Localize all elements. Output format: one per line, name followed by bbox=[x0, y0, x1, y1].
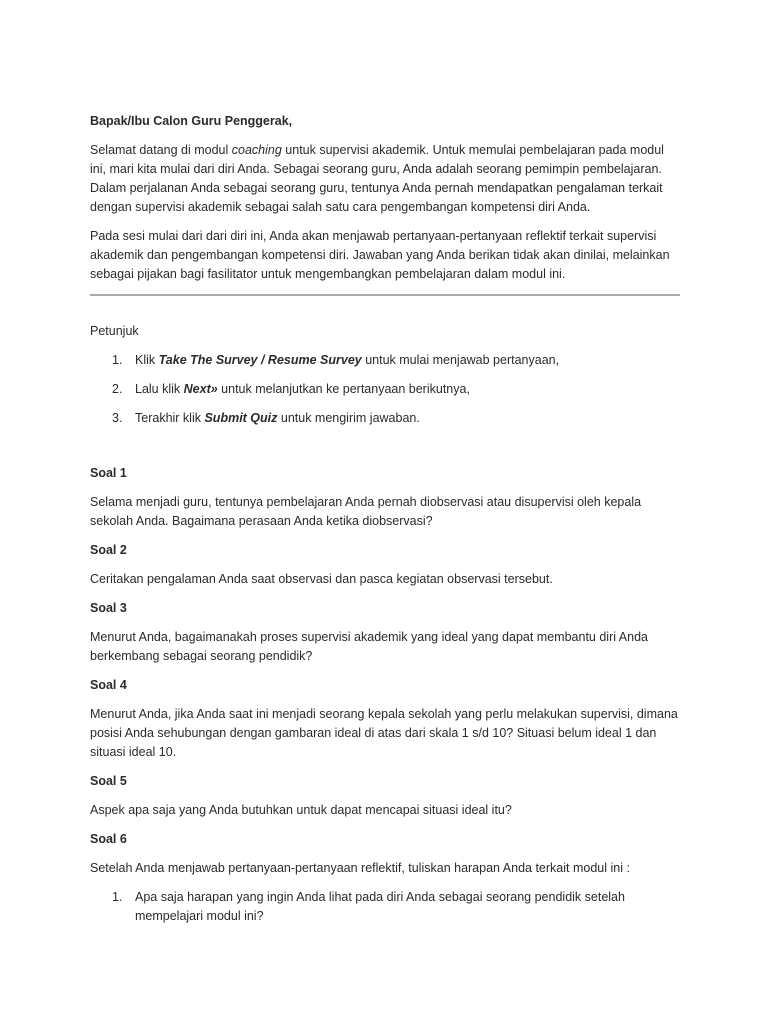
step-action: Submit Quiz bbox=[204, 411, 278, 425]
intro-text-a: Selamat datang di modul bbox=[90, 143, 232, 157]
greeting-heading: Bapak/Ibu Calon Guru Penggerak, bbox=[90, 114, 293, 128]
step-item bbox=[90, 409, 680, 428]
soal-4 bbox=[90, 676, 680, 762]
soal-text: Setelah Anda menjawab pertanyaan-pertanyaan reflektif, tuliskan harapan Anda terkait modul ini : bbox=[90, 861, 630, 875]
soal-text: Menurut Anda, jika Anda saat ini menjadi seorang kepala sekolah yang perlu melakukan supervisi, dimana posisi Anda sehubungan dengan gambaran ideal di atas dari skala 1 s/d 10? Situasi belum ideal 1 dan situasi ideal 10. bbox=[90, 707, 678, 759]
soal-1 bbox=[90, 464, 680, 531]
soal-text: Aspek apa saja yang Anda butuhkan untuk dapat mencapai situasi ideal itu? bbox=[90, 803, 512, 817]
step-number: 1. bbox=[112, 353, 123, 367]
step-action: Next» bbox=[183, 382, 218, 396]
step-action: Take The Survey / Resume Survey bbox=[158, 353, 362, 367]
soal-text: Menurut Anda, bagaimanakah proses supervisi akademik yang ideal yang dapat membantu diri Anda berkembang sebagai seorang pendidik? bbox=[90, 630, 648, 663]
list-item bbox=[90, 888, 680, 926]
intro-paragraph-2: Pada sesi mulai dari dari diri ini, Anda akan menjawab pertanyaan-pertanyaan reflektif terkait supervisi akademik dan pengembangan kompetensi diri. Jawaban yang Anda berikan tidak akan dinilai, melainkan sebagai pijakan bagi fasilitator untuk mengembangkan pembelajaran dalam modul ini. bbox=[90, 229, 670, 281]
document-page bbox=[90, 112, 680, 936]
soal-3 bbox=[90, 599, 680, 666]
step-text-post: untuk mengirim jawaban. bbox=[277, 411, 420, 425]
soal-5 bbox=[90, 772, 680, 820]
intro-paragraph-1 bbox=[90, 141, 680, 217]
intro-italic-term: coaching bbox=[231, 143, 282, 157]
intro-text-b: untuk supervisi akademik. Untuk memulai pembelajaran pada modul ini, mari kita mulai dari diri Anda. Sebagai seorang guru, Anda adalah seorang pemimpin pembelajaran. Dalam perjalanan Anda sebagai seorang guru, tentunya Anda pernah mendapatkan pengalaman terkait dengan supervisi akademik sebagai salah satu cara pengembangan kompetensi diri Anda. bbox=[90, 143, 664, 214]
soal-text: Selama menjadi guru, tentunya pembelajaran Anda pernah diobservasi atau disupervisi oleh kepala sekolah Anda. Bagaimana perasaan Anda ketika diobservasi? bbox=[90, 495, 642, 528]
step-text-pre: Klik bbox=[135, 353, 159, 367]
item-number: 1. bbox=[112, 890, 123, 904]
soal-text: Ceritakan pengalaman Anda saat observasi dan pasca kegiatan observasi tersebut. bbox=[90, 572, 553, 586]
step-item bbox=[90, 380, 680, 399]
soal-title: Soal 1 bbox=[90, 466, 127, 480]
step-text-post: untuk melanjutkan ke pertanyaan berikutnya, bbox=[217, 382, 470, 396]
soal-6-list bbox=[90, 888, 680, 926]
petunjuk-title: Petunjuk bbox=[90, 324, 139, 338]
soal-2 bbox=[90, 541, 680, 589]
step-number: 2. bbox=[112, 382, 123, 396]
soal-6 bbox=[90, 830, 680, 926]
soal-title: Soal 6 bbox=[90, 832, 127, 846]
section-divider bbox=[90, 294, 680, 296]
soal-title: Soal 4 bbox=[90, 678, 127, 692]
step-text-post: untuk mulai menjawab pertanyaan, bbox=[361, 353, 560, 367]
soal-title: Soal 3 bbox=[90, 601, 127, 615]
step-text-pre: Lalu klik bbox=[135, 382, 184, 396]
step-text-pre: Terakhir klik bbox=[135, 411, 205, 425]
step-item bbox=[90, 351, 680, 370]
soal-title: Soal 2 bbox=[90, 543, 127, 557]
soal-title: Soal 5 bbox=[90, 774, 127, 788]
step-number: 3. bbox=[112, 411, 123, 425]
item-text: Apa saja harapan yang ingin Anda lihat pada diri Anda sebagai seorang pendidik setelah mempelajari modul ini? bbox=[135, 890, 625, 923]
petunjuk-steps bbox=[90, 351, 680, 428]
